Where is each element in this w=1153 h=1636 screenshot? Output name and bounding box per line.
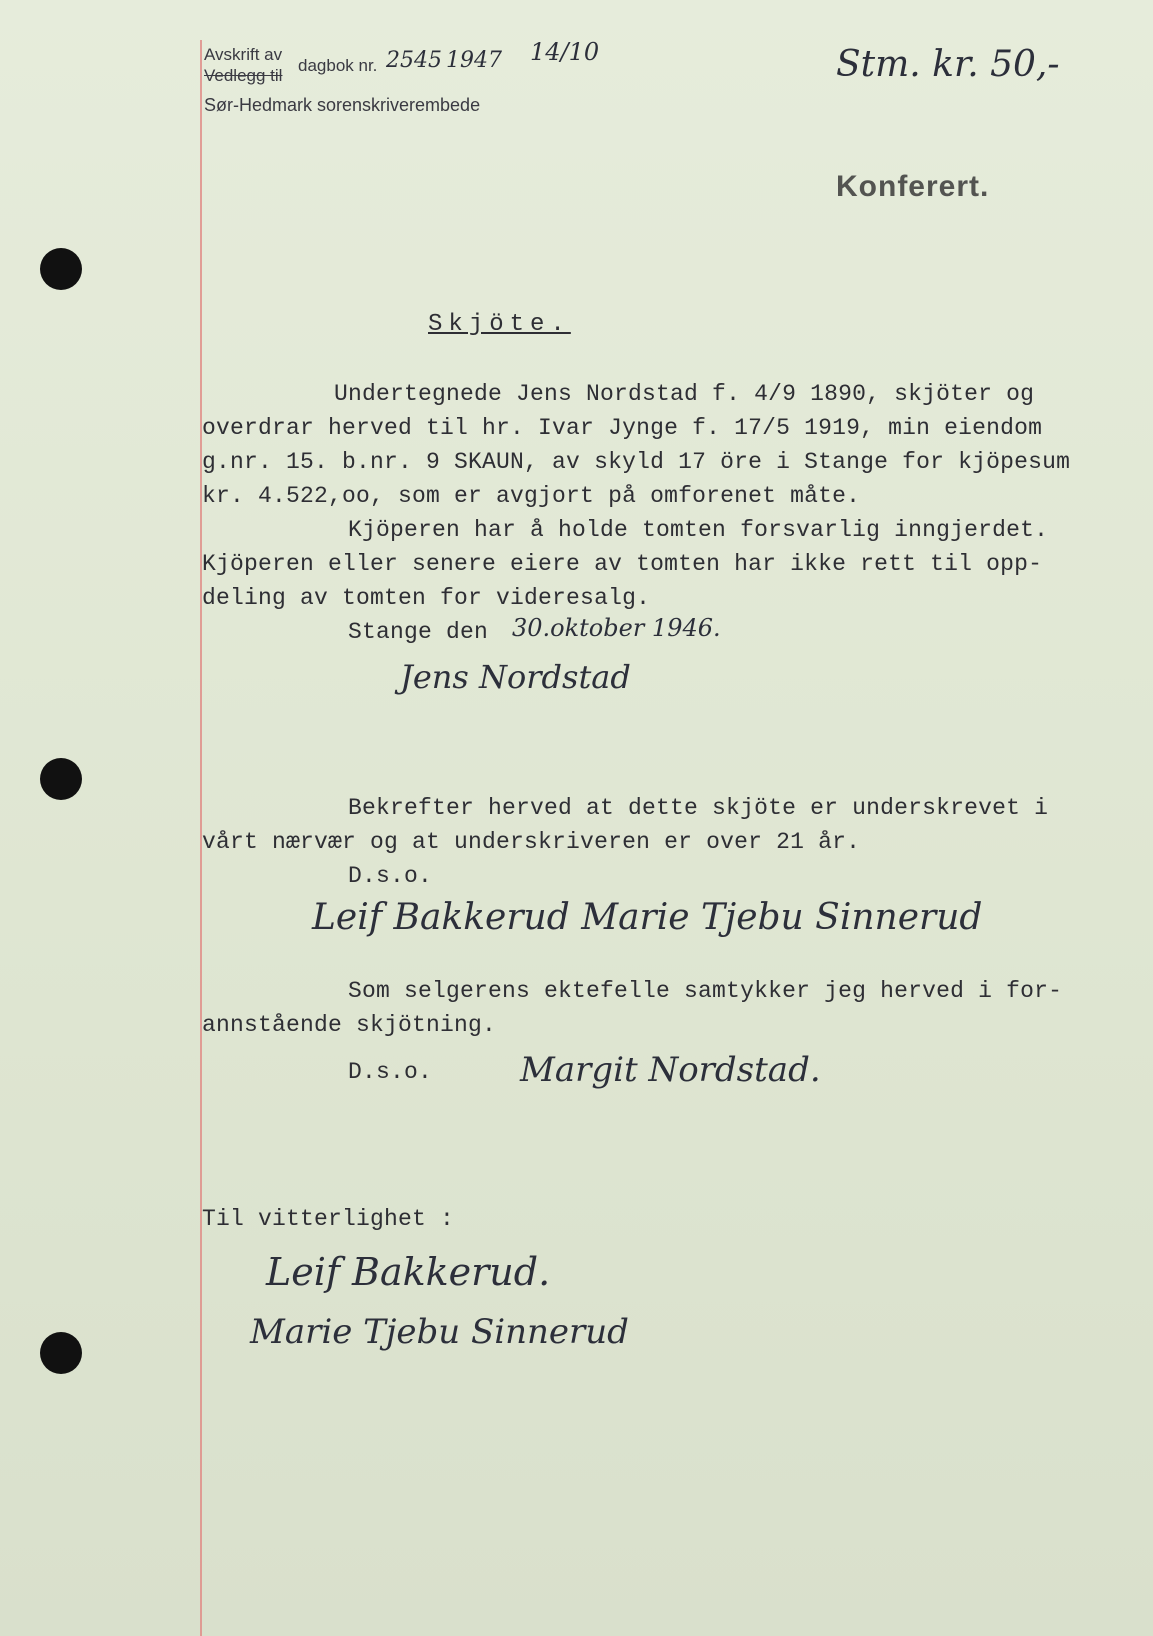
text-line: kr. 4.522,oo, som er avgjort på omforenet måte. bbox=[202, 483, 861, 509]
dso-1: D.s.o. bbox=[348, 863, 433, 889]
text-line: g.nr. 15. b.nr. 9 SKAUN, av skyld 17 öre i Stange for kjöpesum bbox=[202, 449, 1071, 475]
punch-hole bbox=[40, 248, 82, 290]
signature-seller: Jens Nordstad bbox=[400, 658, 631, 696]
text-line: annstående skjötning. bbox=[202, 1012, 497, 1038]
date-handwritten: 30.oktober 1946. bbox=[512, 614, 721, 642]
document-title: Skjöte. bbox=[428, 311, 571, 338]
vitterlighet-signature-2: Marie Tjebu Sinnerud bbox=[250, 1312, 629, 1352]
text-line: Som selgerens ektefelle samtykker jeg herved i for- bbox=[348, 978, 1063, 1004]
vitterlighet-signature-1: Leif Bakkerud. bbox=[266, 1250, 551, 1294]
punch-hole bbox=[40, 758, 82, 800]
punch-hole bbox=[40, 1332, 82, 1374]
witness-signatures: Leif Bakkerud Marie Tjebu Sinnerud bbox=[312, 897, 983, 938]
dagbok-year: 1947 bbox=[446, 48, 502, 73]
text-line: Kjöperen har å holde tomten forsvarlig inngjerdet. bbox=[348, 517, 1049, 543]
dagbok-date: 14/10 bbox=[530, 38, 600, 66]
office-stamp: Sør-Hedmark sorenskriverembede bbox=[204, 95, 481, 115]
konferert-stamp: Konferert. bbox=[836, 170, 990, 203]
place-date: Stange den bbox=[348, 619, 489, 645]
signature-spouse: Margit Nordstad. bbox=[520, 1050, 821, 1090]
text-line: vårt nærvær og at underskriveren er over 21 år. bbox=[202, 829, 861, 855]
til-vitterlighet: Til vitterlighet : bbox=[202, 1206, 455, 1232]
text-line: Bekrefter herved at dette skjöte er underskrevet i bbox=[348, 795, 1049, 821]
dagbok-label: dagbok nr. bbox=[298, 56, 378, 75]
stamp-vedlegg: Vedlegg til bbox=[204, 66, 283, 85]
text-line: deling av tomten for videresalg. bbox=[202, 585, 651, 611]
text-line: Kjöperen eller senere eiere av tomten har ikke rett til opp- bbox=[202, 551, 1043, 577]
stamp-avskrift: Avskrift av bbox=[204, 45, 283, 64]
stamp-fee: Stm. kr. 50,- bbox=[836, 44, 1060, 85]
dso-2: D.s.o. bbox=[348, 1059, 433, 1085]
text-line: Undertegnede Jens Nordstad f. 4/9 1890, skjöter og bbox=[334, 381, 1035, 407]
dagbok-number: 2545 bbox=[386, 48, 442, 73]
text-line: overdrar herved til hr. Ivar Jynge f. 17/5 1919, min eiendom bbox=[202, 415, 1043, 441]
